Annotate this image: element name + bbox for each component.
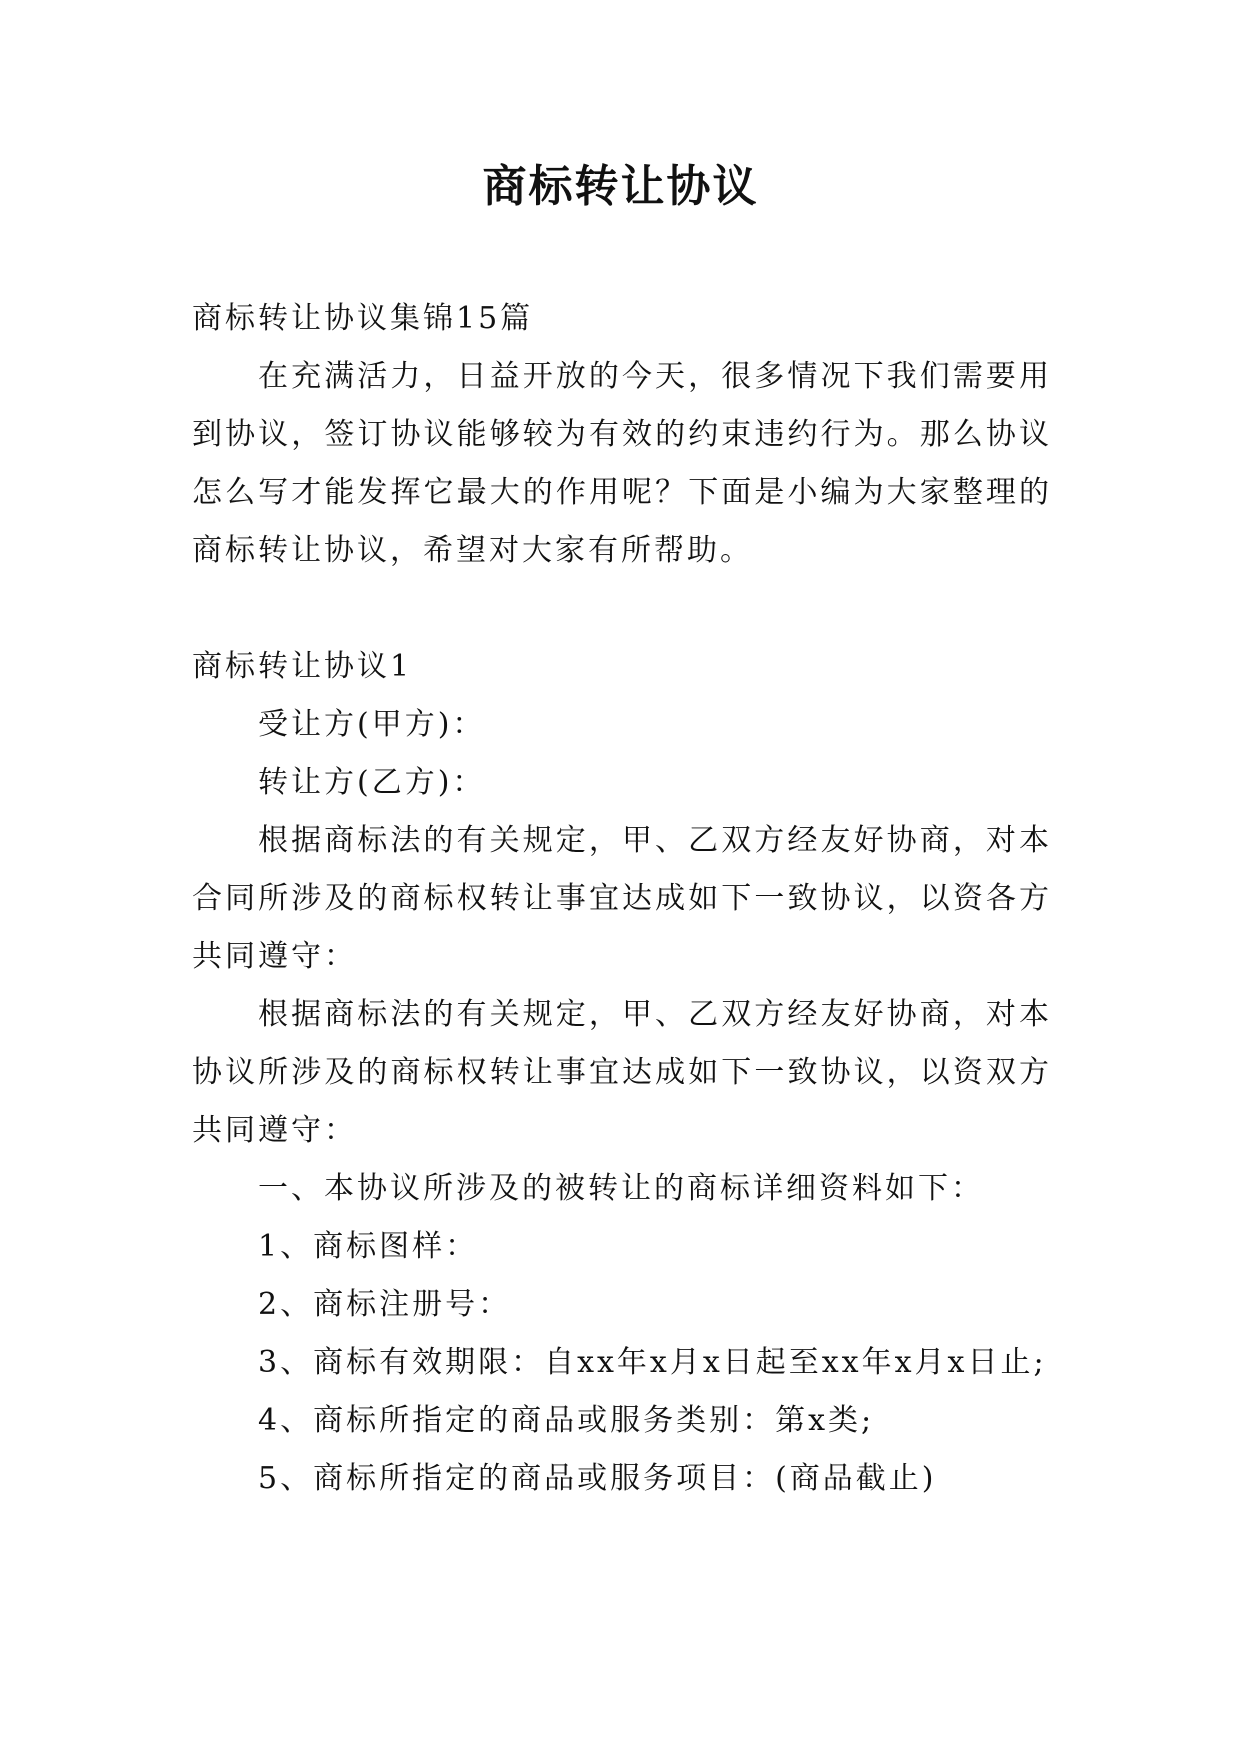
intro-paragraph: 在充满活力，日益开放的今天，很多情况下我们需要用到协议，签订协议能够较为有效的约束违约行为。那么协议怎么写才能发挥它最大的作用呢？下面是小编为大家整理的商标转让协议，希望对大家有所帮助。 — [192, 359, 1052, 568]
list-item: 2、商标注册号： — [258, 1287, 512, 1322]
list-item: 5、商标所指定的商品或服务项目：(商品截止) — [258, 1461, 937, 1496]
document-title: 商标转让协议 — [482, 161, 759, 212]
paragraph-1: 根据商标法的有关规定，甲、乙双方经友好协商，对本合同所涉及的商标权转让事宜达成如下一致协议，以资各方共同遵守： — [192, 823, 1052, 974]
party-b-line: 转让方(乙方)： — [258, 765, 486, 800]
list-item: 1、商标图样： — [258, 1229, 479, 1264]
party-a-line: 受让方(甲方)： — [258, 707, 486, 742]
document-body — [192, 290, 1052, 1508]
spacer — [192, 580, 1052, 638]
section-heading: 商标转让协议1 — [192, 649, 413, 684]
list-item: 3、商标有效期限：自xx年x月x日起至xx年x月x日止; — [258, 1345, 1047, 1380]
subtitle: 商标转让协议集锦15篇 — [192, 301, 534, 336]
list-item: 4、商标所指定的商品或服务类别：第x类; — [258, 1403, 875, 1438]
clause-1: 一、本协议所涉及的被转让的商标详细资料如下： — [258, 1171, 984, 1206]
paragraph-2: 根据商标法的有关规定，甲、乙双方经友好协商，对本协议所涉及的商标权转让事宜达成如下一致协议，以资双方共同遵守： — [192, 997, 1052, 1148]
